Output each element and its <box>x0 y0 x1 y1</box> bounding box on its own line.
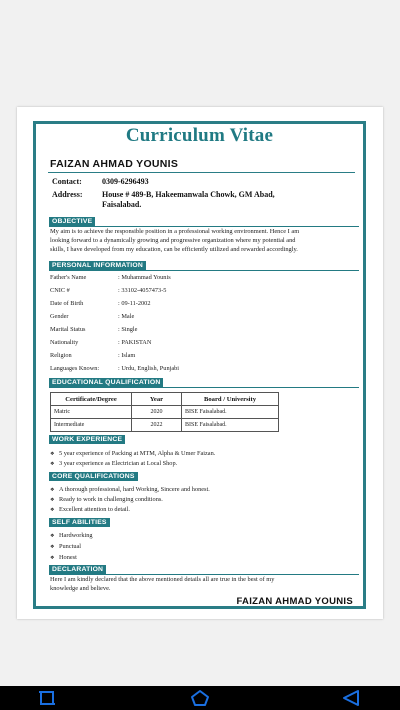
bullet-icon: ❖ <box>50 556 55 561</box>
table-header-row <box>51 393 279 406</box>
bullet-icon: ❖ <box>50 498 55 503</box>
list-item <box>50 553 77 562</box>
self-abilities-heading: SELF ABILITIES <box>49 518 110 527</box>
declaration-line: Here I am kindly declared that the above mentioned details all are true in the best of my <box>50 576 275 583</box>
declaration-heading: DECLARATION <box>49 565 106 574</box>
list-item <box>50 495 163 504</box>
table-row <box>51 406 279 419</box>
table-cell: 2020 <box>132 406 182 419</box>
education-rule <box>49 387 359 388</box>
table-cell: 2022 <box>132 419 182 432</box>
bullet-icon: ❖ <box>50 488 55 493</box>
info-value: : 33102-4057473-5 <box>118 287 167 294</box>
objective-heading: OBJECTIVE <box>49 217 95 226</box>
back-icon <box>341 689 361 707</box>
list-item-text: Excellent attention to detail. <box>59 506 130 513</box>
list-item-text: A thorough professional, hard Working, Sincere and honest. <box>59 486 210 493</box>
info-value: : Urdu, English, Punjabi <box>118 365 180 372</box>
address-label: Address: <box>52 190 83 199</box>
list-item-text: Hardworking <box>59 532 93 539</box>
info-label: Marital Status <box>50 326 86 333</box>
objective-line: skills, I have developed from my education, can be efficiently utilized and rewarded accordingly. <box>50 246 298 253</box>
column-header: Year <box>132 393 182 406</box>
info-row-marital <box>50 326 350 335</box>
table-cell: Matric <box>51 406 132 419</box>
address-line-1: House # 489-B, Hakeemanwala Chowk, GM Abad, <box>102 190 275 199</box>
table-row <box>51 419 279 432</box>
cv-border <box>33 121 366 609</box>
list-item <box>50 449 215 458</box>
table-cell: BISE Faisalabad. <box>182 419 279 432</box>
bullet-icon: ❖ <box>50 534 55 539</box>
candidate-name: FAIZAN AHMAD YOUNIS <box>50 158 179 170</box>
info-label: Date of Birth <box>50 300 84 307</box>
recent-apps-icon <box>37 689 57 707</box>
declaration-line: knowledge and believe. <box>50 585 111 592</box>
info-row-nationality <box>50 339 350 348</box>
personal-info-heading: PERSONAL INFORMATION <box>49 261 146 270</box>
list-item <box>50 505 130 514</box>
list-item <box>50 542 81 551</box>
info-label: Gender <box>50 313 69 320</box>
list-item-text: Honest <box>59 554 77 561</box>
bullet-icon: ❖ <box>50 462 55 467</box>
info-row-languages <box>50 365 350 374</box>
education-table <box>50 392 279 432</box>
education-heading: EDUCATIONAL QUALIFICATION <box>49 378 163 387</box>
cv-title: Curriculum Vitae <box>125 125 274 146</box>
info-label: Languages Known: <box>50 365 100 372</box>
info-value: : Islam <box>118 352 136 359</box>
info-label: CNIC # <box>50 287 70 294</box>
objective-text <box>50 227 358 254</box>
table-cell: Intermediate <box>51 419 132 432</box>
address-line-2: Faisalabad. <box>102 200 142 209</box>
objective-line: My aim is to achieve the responsible position in a professional working environment. Hence I am <box>50 228 300 235</box>
info-value: : PAKISTAN <box>118 339 152 346</box>
cv-page <box>17 107 383 619</box>
info-value: : Muhammad Younis <box>118 274 171 281</box>
list-item-text: 5 year experience of Packing at MTM, Alpha & Umer Faizan. <box>59 450 216 457</box>
declaration-text <box>50 575 358 593</box>
signature-name: FAIZAN AHMAD YOUNIS <box>236 596 353 607</box>
recent-apps-button[interactable] <box>36 688 58 708</box>
info-value: : Male <box>118 313 135 320</box>
list-item-text: 3 year experience as Electrician at Local Shop. <box>59 460 178 467</box>
info-row-father <box>50 274 350 283</box>
name-divider <box>48 172 355 173</box>
home-button[interactable] <box>189 688 211 708</box>
info-row-religion <box>50 352 350 361</box>
info-label: Religion <box>50 352 72 359</box>
info-label: Father's Name <box>50 274 87 281</box>
info-value: : 09-11-2002 <box>118 300 151 307</box>
work-experience-heading: WORK EXPERIENCE <box>49 435 125 444</box>
bullet-icon: ❖ <box>50 545 55 550</box>
contact-value: 0309-6296493 <box>102 177 149 186</box>
info-value: : Single <box>118 326 138 333</box>
back-button[interactable] <box>340 688 362 708</box>
objective-line: looking forward to a dynamically growing and progressive organization where my potential and <box>50 237 296 244</box>
list-item-text: Punctual <box>59 543 82 550</box>
info-row-dob <box>50 300 350 309</box>
list-item-text: Ready to work in challenging conditions. <box>59 496 163 503</box>
bullet-icon: ❖ <box>50 452 55 457</box>
list-item <box>50 485 210 494</box>
list-item <box>50 459 177 468</box>
column-header: Board / University <box>182 393 279 406</box>
core-qualifications-heading: CORE QUALIFICATIONS <box>49 472 138 481</box>
home-icon <box>190 689 210 707</box>
list-item <box>50 531 93 540</box>
table-cell: BISE Faisalabad. <box>182 406 279 419</box>
system-navigation-bar <box>0 686 400 710</box>
contact-label: Contact: <box>52 177 82 186</box>
info-label: Nationality <box>50 339 79 346</box>
info-row-gender <box>50 313 350 322</box>
bullet-icon: ❖ <box>50 508 55 513</box>
personal-info-rule <box>49 270 359 271</box>
info-row-cnic <box>50 287 350 296</box>
column-header: Certificate/Degree <box>51 393 132 406</box>
